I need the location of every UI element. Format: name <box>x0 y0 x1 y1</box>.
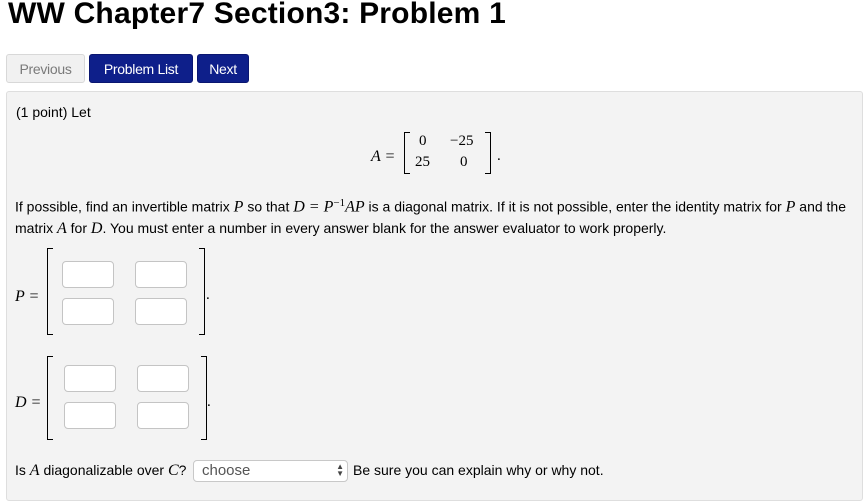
p-period: . <box>206 287 210 303</box>
points-label: (1 point) Let <box>16 104 91 120</box>
d-entry-1-1[interactable] <box>64 365 116 392</box>
equation-rhs: AP <box>345 198 365 216</box>
equation-exponent: −1 <box>333 197 346 209</box>
next-button[interactable]: Next <box>197 54 249 83</box>
instruction-text: and the matrix <box>15 198 846 236</box>
matrix-a-cell: 0 <box>419 133 427 149</box>
var-d: D <box>90 219 103 237</box>
instruction-text: for <box>66 219 91 236</box>
p-entry-1-2[interactable] <box>135 261 187 288</box>
question-text: Is <box>15 462 30 478</box>
var-p: P <box>785 198 796 216</box>
equation-lhs: D = P <box>293 198 334 216</box>
instruction-text: If possible, find an invertible matrix <box>15 198 234 215</box>
explain-hint: Be sure you can explain why or why not. <box>353 462 604 478</box>
previous-button[interactable]: Previous <box>6 54 85 83</box>
matrix-a-cell: 25 <box>415 154 430 170</box>
question-text: diagonalizable over <box>39 462 168 478</box>
d-entry-2-1[interactable] <box>64 402 116 429</box>
matrix-a-right-bracket <box>485 132 491 174</box>
instruction-text: . You must enter a number in every answer blank for the answer evaluator to work properly. <box>102 219 667 236</box>
instruction-text: so that <box>243 198 294 215</box>
var-a: A <box>29 462 40 479</box>
d-label: D = <box>15 394 42 411</box>
d-entry-2-2[interactable] <box>137 402 189 429</box>
matrix-a-cell: 0 <box>460 154 468 170</box>
instructions <box>15 193 855 239</box>
p-left-bracket <box>47 248 53 335</box>
page-title: WW Chapter7 Section3: Problem 1 <box>8 0 506 30</box>
p-entry-1-1[interactable] <box>62 261 114 288</box>
matrix-a-cell: −25 <box>450 133 474 149</box>
problem-list-button[interactable]: Problem List <box>89 54 193 83</box>
problem-panel <box>6 91 863 501</box>
d-period: . <box>207 394 211 410</box>
select-arrows-icon: ▲ ▼ <box>336 462 344 478</box>
matrix-a-label: A = <box>371 148 396 165</box>
var-c: C <box>167 462 179 479</box>
question-text: ? <box>178 462 187 478</box>
var-a: A <box>57 219 67 237</box>
problem-nav <box>6 54 249 83</box>
d-left-bracket <box>47 356 53 440</box>
instruction-text: is a diagonal matrix. If it is not possible, enter the identity matrix for <box>364 198 786 215</box>
p-entry-2-1[interactable] <box>62 298 114 325</box>
p-right-bracket <box>199 248 205 335</box>
p-label: P = <box>15 288 40 305</box>
select-value: choose <box>202 462 251 479</box>
p-entry-2-2[interactable] <box>135 298 187 325</box>
var-p: P <box>233 198 244 216</box>
matrix-a-left-bracket <box>404 132 410 174</box>
matrix-a-period: . <box>497 148 501 164</box>
d-entry-1-2[interactable] <box>137 365 189 392</box>
diagonalizable-question <box>15 462 186 480</box>
diagonalizable-select[interactable] <box>193 460 348 482</box>
